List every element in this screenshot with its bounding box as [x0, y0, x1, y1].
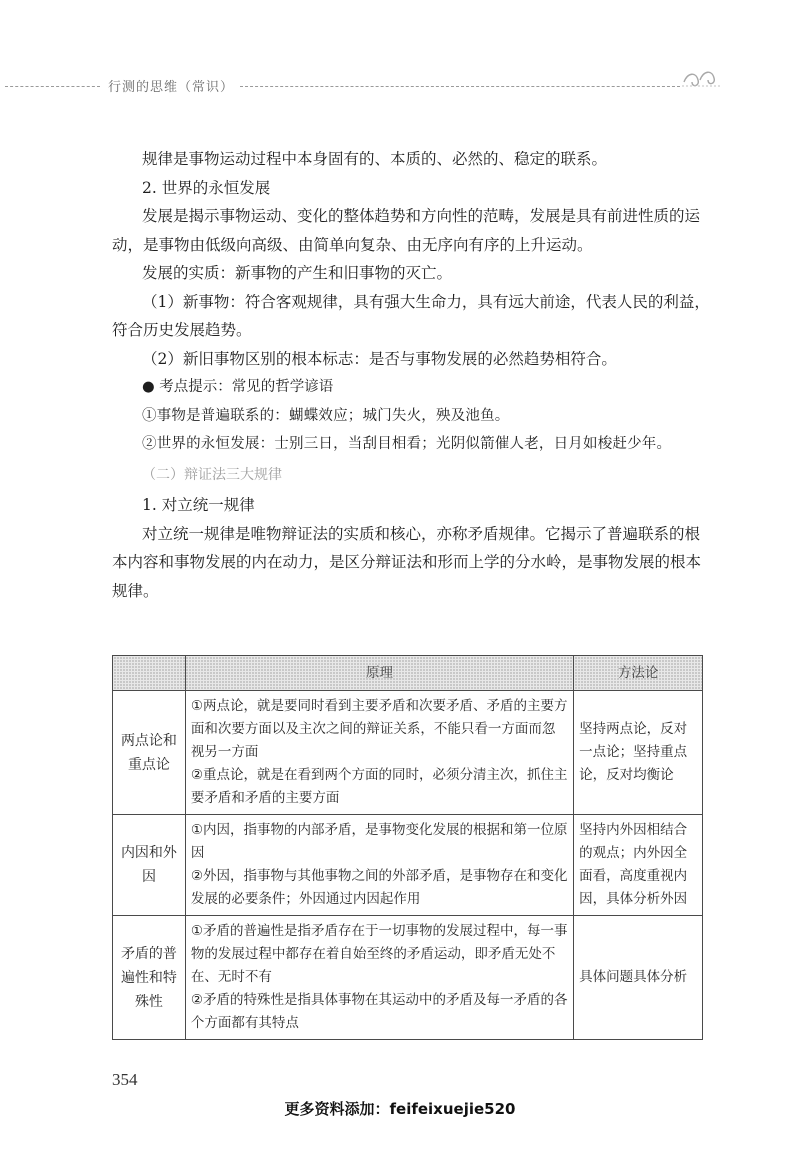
body-text: [112, 145, 712, 605]
topic-cell: 内因和外因: [113, 815, 186, 916]
header-cell-blank: [113, 656, 186, 691]
section-title-three-laws: （二）辩证法三大规律: [142, 466, 282, 483]
table-row: [113, 815, 703, 916]
principle-cell: [185, 691, 573, 815]
paragraph-development-essence: 发展的实质：新事物的产生和旧事物的灭亡。: [142, 264, 453, 282]
principle-point: ②矛盾的特殊性是指具体事物在其运动中的矛盾及每一矛盾的各个方面都有其特点: [190, 992, 568, 1031]
principles-table: [112, 655, 703, 1040]
table-header-row: [113, 656, 703, 691]
table-row: [113, 916, 703, 1040]
principle-point: ②外因，指事物与其他事物之间的外部矛盾，是事物存在和变化发展的必要条件；外因通过内因起作用: [190, 868, 568, 907]
header-rule-left: [5, 86, 100, 87]
principle-cell: [185, 916, 573, 1040]
principle-cell: [185, 815, 573, 916]
method-cell: 坚持内外因相结合的观点；内外因全面看，高度重视内因，具体分析外因: [574, 815, 703, 916]
header-title: 行测的思维（常识）: [108, 80, 235, 95]
heading-unity-of-opposites: 1. 对立统一规律: [142, 496, 255, 514]
paragraph-development-definition: 发展是揭示事物运动、变化的整体趋势和方向性的范畴，发展是具有前进性质的运动，是事物由低级向高级、由简单向复杂、由无序向有序的上升运动。: [112, 207, 701, 254]
topic-cell: 两点论和重点论: [113, 691, 186, 815]
page-number: 354: [112, 1070, 138, 1089]
principle-point: ①内因，指事物的内部矛盾，是事物变化发展的根据和第一位原因: [190, 822, 568, 861]
method-cell: 坚持两点论，反对一点论；坚持重点论，反对均衡论: [574, 691, 703, 815]
heading-eternal-development: 2. 世界的永恒发展: [142, 178, 271, 197]
topic-cell: 矛盾的普遍性和特殊性: [113, 916, 186, 1040]
proverb-example-2: ②世界的永恒发展：士别三日，当刮目相看；光阴似箭催人老，日月如梭赶少年。: [142, 436, 672, 452]
paragraph-unity-of-opposites: 对立统一规律是唯物辩证法的实质和核心，亦称矛盾规律。它揭示了普遍联系的根本内容和事物发展的内在动力，是区分辩证法和形而上学的分水岭，是事物发展的根本规律。: [112, 524, 702, 600]
paragraph-new-things: （1）新事物：符合客观规律，具有强大生命力，具有远大前途，代表人民的利益，符合历史发展趋势。: [112, 292, 710, 339]
exam-tip-heading: ● 考点提示：常见的哲学谚语: [142, 379, 334, 395]
paragraph-distinction-mark: （2）新旧事物区别的根本标志：是否与事物发展的必然趋势相符合。: [142, 349, 617, 368]
proverb-example-1: ①事物是普遍联系的：蝴蝶效应；城门失火，殃及池鱼。: [142, 407, 510, 424]
paragraph-law-definition: 规律是事物运动过程中本身固有的、本质的、必然的、稳定的联系。: [142, 150, 608, 168]
table-row: [113, 691, 703, 815]
footer-note: 更多资料添加：feifeixuejie520: [284, 1100, 516, 1118]
header-cell-method: 方法论: [574, 656, 703, 691]
header-cell-principle: 原理: [185, 656, 573, 691]
principle-point: ①两点论，就是要同时看到主要矛盾和次要矛盾、矛盾的主要方面和次要方面以及主次之间的辩证关系，不能只看一方面而忽视另一方面: [190, 698, 568, 760]
decorative-swirl-icon: [680, 60, 722, 94]
principle-point: ②重点论，就是在看到两个方面的同时，必须分清主次，抓住主要矛盾和矛盾的主要方面: [190, 767, 568, 806]
method-cell: 具体问题具体分析: [574, 916, 703, 1040]
header-rule-right: [240, 86, 680, 87]
principle-point: ①矛盾的普遍性是指矛盾存在于一切事物的发展过程中，每一事物的发展过程中都存在着自始至终的矛盾运动，即矛盾无处不在、无时不有: [190, 923, 568, 985]
running-header: [0, 60, 740, 100]
